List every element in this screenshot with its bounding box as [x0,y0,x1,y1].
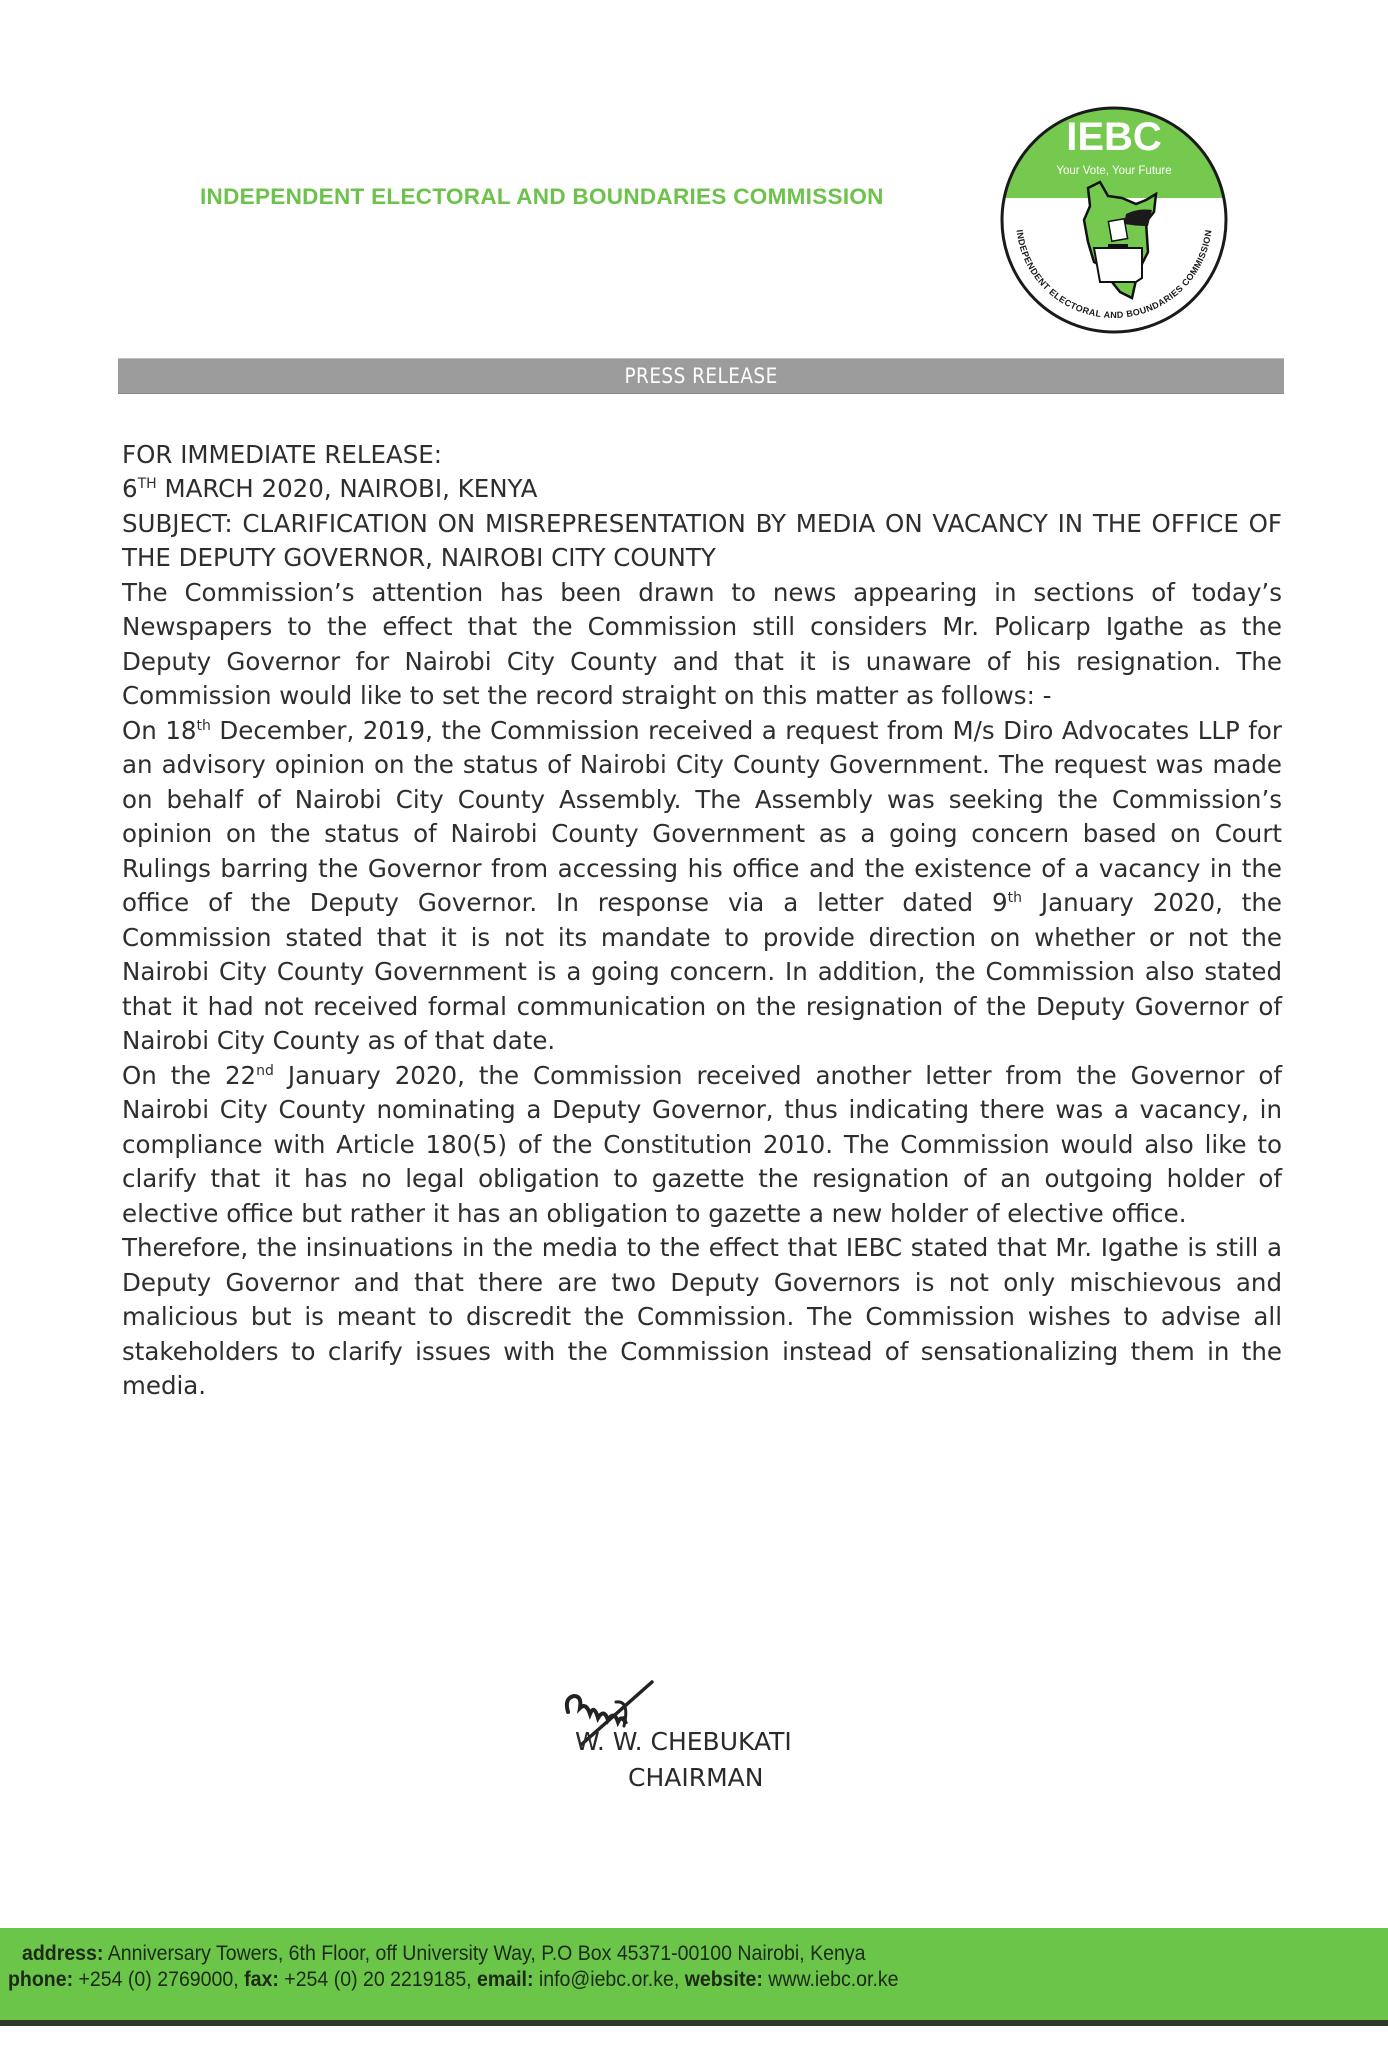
footer-contact-line [8,1968,966,1992]
paragraph-2 [122,714,1282,1059]
p2-sup-b: th [1007,889,1022,906]
email-link[interactable]: info@iebc.or.ke, [533,1968,685,1991]
website-label: website: [684,1968,763,1991]
phone-label: phone: [8,1968,74,1991]
address-value: Anniversary Towers, 6th Floor, off University Way, P.O Box 45371-00100 Nairobi, Kenya [103,1942,866,1965]
logo-slogan: Your Vote, Your Future [1056,165,1172,177]
subject-line: SUBJECT: CLARIFICATION ON MISREPRESENTATION BY MEDIA ON VACANCY IN THE OFFICE OF THE DEPUTY GOVERNOR, NAIROBI CITY COUNTY [122,508,1282,572]
press-release-label: PRESS RELEASE [624,364,778,388]
organization-title: INDEPENDENT ELECTORAL AND BOUNDARIES COMMISSION [200,184,884,209]
p2-text-c: January 2020, the Commission stated that it is not its mandate to provide direction on whether or not the Nairobi City County Government is a going concern. In addition, the Commission also stated that it had not received formal communication on the resignation of the Deputy Governor of Nairobi City County as of that date. [122,888,1282,1055]
address-label: address: [22,1942,104,1965]
paragraph-4: Therefore, the insinuations in the media to the effect that IEBC stated that Mr. Igathe is still a Deputy Governor and that there are two Deputy Governors is not only mischievous and malicious but is meant to discredit the Commission. The Commission wishes to advise all stakeholders to clarify issues with the Commission instead of sensationalizing them in the media. [122,1233,1282,1400]
fax-value: +254 (0) 20 2219185, [278,1968,478,1991]
phone-value: +254 (0) 2769000, [73,1968,245,1991]
paragraph-3 [122,1059,1282,1232]
for-immediate-release: FOR IMMEDIATE RELEASE: [122,440,443,469]
p3-sup-a: nd [256,1062,274,1079]
website-link[interactable]: www.iebc.or.ke [762,1968,899,1991]
p2-sup-a: th [196,717,211,734]
p2-text-a: On 18 [122,715,197,745]
email-label: email: [477,1968,534,1991]
logo-acronym: IEBC [1066,115,1162,159]
footer-address-line [22,1942,929,1966]
press-release-body [122,438,1282,1404]
release-date [122,472,1282,507]
paragraph-1: The Commission’s attention has been drawn to news appearing in sections of today’s Newspapers to the effect that the Commission still considers Mr. Policarp Igathe as the Deputy Governor for Nairobi City County and that it is unaware of his resignation. The Commission would like to set the record straight on this matter as follows: - [122,577,1282,710]
signatory-name: W. W. CHEBUKATI [575,1727,792,1756]
contact-footer [0,1928,1388,2026]
p3-text-a: On the 22 [122,1060,257,1090]
p3-text-b: January 2020, the Commission received another letter from the Governor of Nairobi City County nominating a Deputy Governor, thus indicating there was a vacancy, in compliance with Article 180(5) of the Constitution 2010. The Commission would also like to clarify that it has no legal obligation to gazette the resignation of an outgoing holder of elective office but rather it has an obligation to gazette a new holder of elective office. [122,1060,1282,1228]
date-rest: MARCH 2020, NAIROBI, KENYA [156,474,538,503]
date-day: 6 [122,474,138,503]
press-release-banner [118,358,1284,394]
date-day-suffix: TH [137,475,157,492]
fax-label: fax: [244,1968,279,1991]
p2-text-b: December, 2019, the Commission received a request from M/s Diro Advocates LLP for an advisory opinion on the status of Nairobi City County Government. The request was made on behalf of Nairobi City County Assembly. The Assembly was seeking the Commission’s opinion on the status of Nairobi County Government as a going concern based on Court Rulings barring the Governor from accessing his office and the existence of a vacancy in the office of the Deputy Governor. In response via a letter dated 9 [122,715,1282,917]
logo-ring-text: INDEPENDENT ELECTORAL AND BOUNDARIES COMMISSION [1014,228,1214,320]
signatory-title: CHAIRMAN [628,1763,764,1792]
iebc-logo [996,102,1232,338]
